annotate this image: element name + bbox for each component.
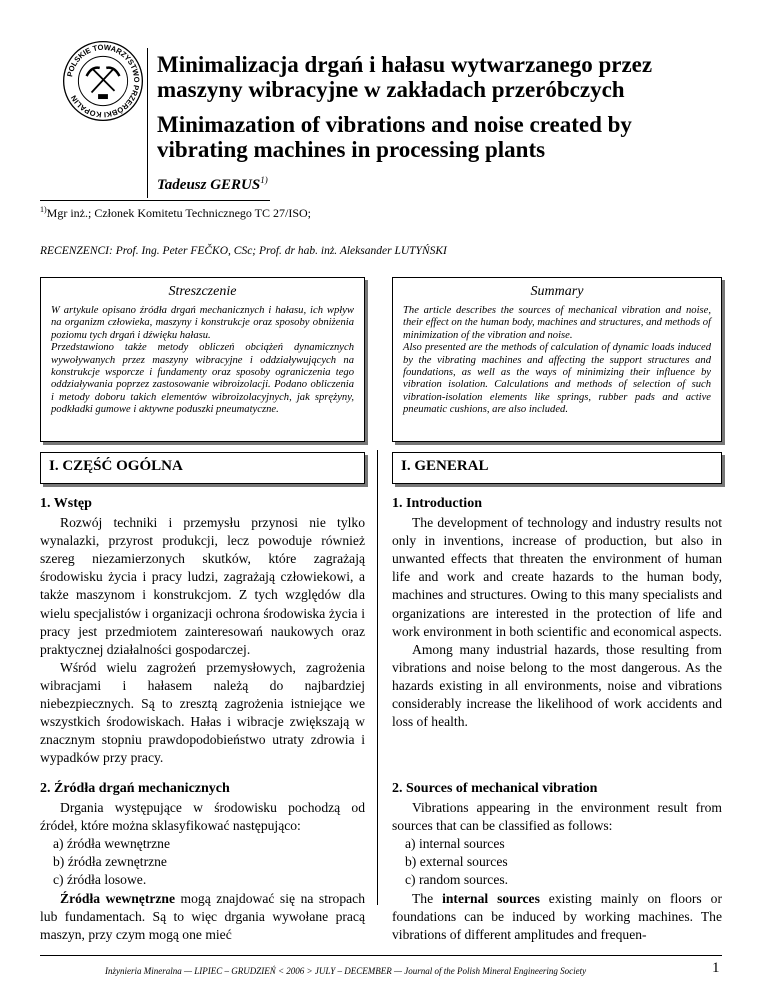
footnote-text: Mgr inż.; Członek Komitetu Technicznego TC 27/ISO; [46,206,312,220]
footnote-rule [40,200,270,201]
title-english: Minimazation of vibrations and noise created by vibrating machines in processing plants [157,112,632,162]
english-sources-p2-pre: The [412,890,443,906]
polish-heading-sources: 2. Źródła drgań mechanicznych [40,781,230,796]
author-name: Tadeusz GERUS [157,177,261,193]
footer-rule [40,955,722,956]
polish-list-item-b: b) źródła zewnętrzne [53,854,167,870]
english-sources-p1: Vibrations appearing in the environment result from sources that can be classified as follows: [392,800,722,834]
polish-list-item-a: a) źródła wewnętrzne [53,836,170,852]
abstract-polish-box [40,277,365,442]
polish-list-item-c: c) źródła losowe. [53,872,147,888]
polish-intro-p2: Wśród wielu zagrożeń przemysłowych, zagrożenia wibracjami i hałasem należą do najbardziej niebezpiecznych. Są to zresztą zagrożenia istniejące we wszystkich środowiskach. Hałas i wibracje zwiększają w znacznym stopniu prawdopodobieństwo utraty zdrowia i wypadków przy pracy. [40,659,365,766]
author-footnote [40,205,311,221]
section-title-english: I. GENERAL [392,452,722,484]
author-footnote-mark: 1) [260,175,268,185]
polish-heading-introduction: 1. Wstęp [40,496,92,511]
page-number: 1 [712,960,720,976]
english-sources [392,780,722,944]
english-sources-p2 [392,890,722,944]
abstract-english-heading: Summary [530,284,584,299]
reviewers-line: RECENZENCI: Prof. Ing. Peter FEČKO, CSc; Prof. dr hab. inż. Aleksander LUTYŃSKI [40,245,447,257]
author [157,175,268,194]
english-introduction [392,495,722,731]
polish-sources-p2-rest: mogą znajdować się na stropach lub fundamentach. Są to więc drgania wywołane pracą maszyn, przy czym mogą one mieć [40,890,365,942]
abstract-english-p1: The article describes the sources of mechanical vibration and noise, their effect on the human body, machines and structures, and methods of minimization of the vibration and noise. [403,305,711,341]
polish-sources [40,780,365,944]
english-sources-p2-rest: existing mainly on floors or foundations can be induced by working machines. The vibrations of different amplitudes and frequen- [392,890,722,942]
abstract-polish-p1: W artykule opisano źródła drgań mechanicznych i hałasu, ich wpływ na organizm człowieka, maszyny i konstrukcje oraz sposoby obniżenia poziomu tych drgań i dźwięku hałasu. [51,305,354,341]
column-separator [377,450,378,905]
polish-sources-p1: Drgania występujące w środowisku pochodzą od źródeł, które można sklasyfikować następująco: [40,800,365,834]
english-list-item-a: a) internal sources [405,836,505,852]
abstract-english-box [392,277,722,442]
english-intro-p2: Among many industrial hazards, those resulting from vibrations and noise belong to the most dangerous. As the hazards existing in all environments, noise and vibrations considerably increase the likelihood of work accidents and loss of health. [392,641,722,730]
english-heading-sources: 2. Sources of mechanical vibration [392,781,598,796]
header-vertical-rule [147,48,148,198]
english-list-item-b: b) external sources [405,854,508,870]
abstract-polish-heading: Streszczenie [168,284,237,299]
journal-footer: Inżynieria Mineralna — LIPIEC – GRUDZIEŃ < 2006 > JULY – DECEMBER — Journal of the Polish Mineral Engineering Society [105,966,587,976]
english-internal-sources-bold: internal sources [442,890,540,906]
polish-sources-p2 [40,890,365,944]
abstract-english-p2: Also presented are the methods of calculation of dynamic loads induced by the vibrating machines and affecting the support structures and foundations, as well as the ways of minimizing their influence by vibration isolation. Calculations and methods of selection of such vibration-isolation elements like springs, rubber pads and active pneumatic cushions, are also included. [403,342,711,416]
polish-internal-sources-bold: Źródła wewnętrzne [60,890,176,906]
english-heading-introduction: 1. Introduction [392,496,482,511]
footnote-mark: 1) [40,205,47,214]
title-polish: Minimalizacja drgań i hałasu wytwarzanego przez maszyny wibracyjne w zakładach przeróbczych [157,52,653,102]
abstract-polish-p2: Przedstawiono także metody obliczeń obciążeń dynamicznych wywoływanych przez maszyny wibracyjne i oddziaływujących na konstrukcje wsporcze i fundamenty oraz sposoby ograniczenia tego oddziaływania poprzez zastosowanie wibroizolacji. Podano obliczenia i metody doboru takich elementów wibroizolacyjnych, jak sprężyny, podkładki gumowe i aktywne poduszki pneumatyczne. [51,342,354,416]
english-list-item-c: c) random sources. [405,872,509,888]
polish-introduction [40,495,365,767]
english-intro-p1: The development of technology and industry results not only in inventions, increase of production, but also in unwanted effects that threaten the environment of human life and work and create hazards to the human body, machines and structures. Owing to this many specialists and organizations are interested in the protection of life and work environment in both scientific and economical aspects. [392,515,722,639]
society-seal-logo [62,40,144,122]
section-title-polish: I. CZĘŚĆ OGÓLNA [40,452,365,484]
svg-text:POLSKIE TOWARZYSTWO PRZERÓBKI: POLSKIE TOWARZYSTWO PRZERÓBKI KOPALIN [65,42,142,120]
polish-intro-p1: Rozwój techniki i przemysłu przynosi nie tylko wynalazki, przyrost produkcji, lecz powoduje również szereg niezamierzonych skutków, które zagrażają środowisku życia i pracy ludzi, zagrażają człowiekowi, a także maszynom i konstrukcjom. Z tych względów dla wielu specjalistów i organizacji ochrona środowiska życia i pracy jest przedmiotem zainteresowań naukowych oraz praktycznej działalności gospodarczej. [40,515,365,657]
